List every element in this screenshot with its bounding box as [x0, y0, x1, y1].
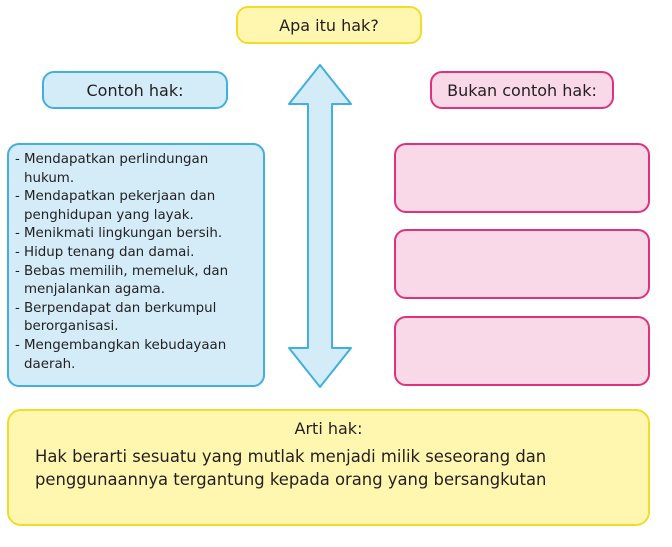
arti-hak-box — [7, 409, 650, 526]
list-item-line: penghidupan yang layak. — [24, 207, 194, 223]
list-item-line: - Hidup tenang dan damai. — [24, 244, 195, 260]
list-item-line: - Mendapatkan perlindungan — [24, 152, 209, 167]
arti-hak-definition — [35, 445, 635, 491]
list-item — [15, 225, 259, 244]
arti-hak-line: penggunaannya tergantung kepada orang yang bersangkutan — [35, 470, 547, 489]
title-box — [236, 6, 422, 44]
title-text: Apa itu hak? — [279, 15, 379, 35]
list-item-line: - Menikmati lingkungan bersih. — [24, 226, 223, 242]
list-item-line: - Mengembangkan kebudayaan — [24, 337, 227, 353]
list-item-line: - Bebas memilih, memeluk, dan — [24, 263, 229, 279]
contoh-hak-label-text: Contoh hak: — [86, 80, 184, 100]
list-item-line: hukum. — [24, 170, 75, 186]
list-item-line: menjalankan agama. — [24, 282, 165, 298]
contoh-hak-list — [15, 151, 259, 374]
list-item — [15, 263, 259, 300]
list-item-line: daerah. — [24, 356, 76, 372]
bukan-contoh-slot-1[interactable] — [394, 143, 650, 213]
list-item — [15, 337, 259, 374]
list-item — [15, 300, 259, 337]
bukan-contoh-hak-label-text: Bukan contoh hak: — [447, 80, 597, 100]
contoh-hak-label — [42, 71, 228, 109]
list-item — [15, 244, 259, 263]
list-item-line: - Berpendapat dan berkumpul — [24, 300, 217, 316]
double-arrow-shape — [289, 65, 351, 387]
list-item-line: berorganisasi. — [24, 319, 119, 335]
bukan-contoh-slot-3[interactable] — [394, 316, 650, 386]
list-item — [15, 188, 259, 225]
double-arrow-icon — [288, 64, 352, 388]
bukan-contoh-slot-2[interactable] — [394, 229, 650, 299]
bukan-contoh-hak-label — [430, 71, 614, 109]
arti-hak-line: Hak berarti sesuatu yang mutlak menjadi milik seseorang dan — [35, 447, 547, 466]
list-item-line: - Mendapatkan pekerjaan dan — [24, 189, 216, 205]
list-item — [15, 151, 259, 188]
contoh-hak-list-box — [7, 143, 265, 387]
arti-hak-title: Arti hak: — [294, 419, 363, 438]
